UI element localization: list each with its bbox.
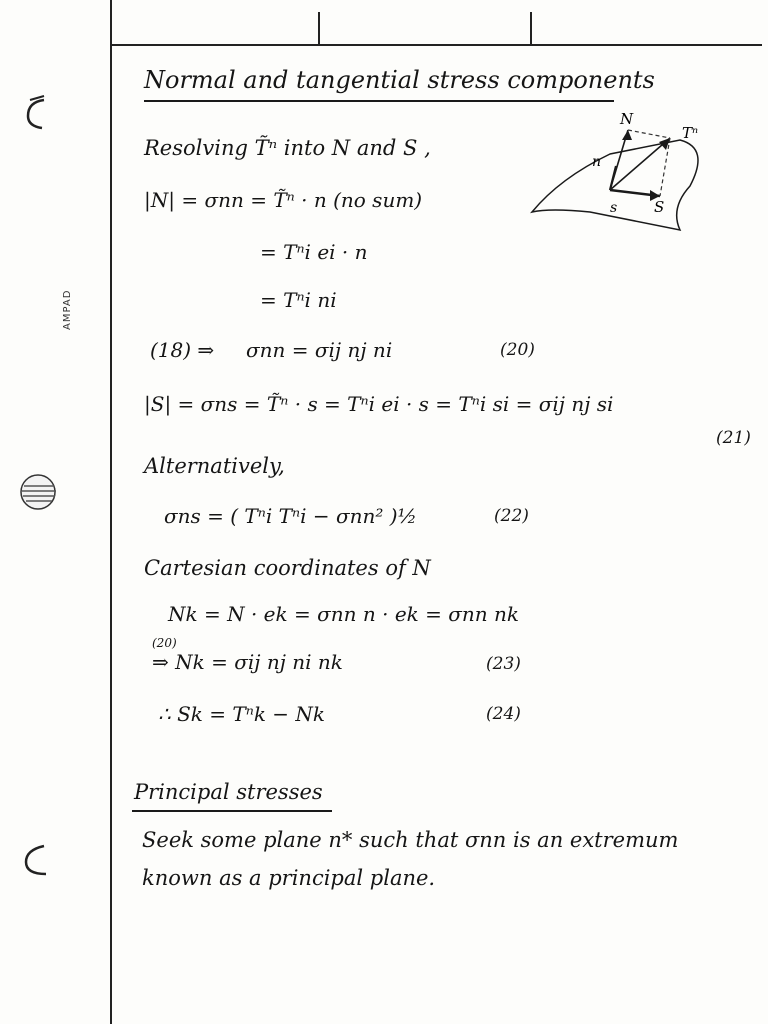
diagram-label-T: Tⁿ [682, 124, 699, 142]
section-title-principal-stresses: Principal stresses [134, 780, 323, 804]
dashed-construction-1 [628, 130, 670, 138]
equation-Nk: Nk = N · ek = σnn n · ek = σnn nk [168, 602, 520, 626]
margin-rule [110, 0, 112, 1024]
equation-20: σnn = σij nj ni [246, 338, 393, 362]
equation-21-number: (21) [716, 428, 751, 448]
equation-20-ref: (18) ⇒ [150, 338, 215, 362]
equation-N-3: = Tⁿi ni [260, 288, 337, 312]
punch-hole-top [14, 92, 54, 132]
equation-24-number: (24) [486, 704, 521, 724]
section-underline [132, 810, 332, 812]
equation-22-number: (22) [494, 506, 529, 526]
equation-S: |S| = σns = T̃ⁿ · s = Tⁿi ei · s = Tⁿi si = σij nj si [144, 392, 614, 416]
paragraph-line-1: Seek some plane n* such that σnn is an extremum [142, 828, 679, 852]
title-underline [144, 100, 614, 102]
stress-decomposition-diagram [520, 108, 760, 258]
alternatively-line: Alternatively, [144, 454, 285, 478]
cartesian-line: Cartesian coordinates of N [144, 556, 431, 580]
paragraph-line-2: known as a principal plane. [142, 866, 436, 890]
diagram-label-s: s [610, 200, 618, 216]
punch-hole-bottom [14, 840, 54, 880]
header-divider-2 [530, 12, 532, 44]
header-divider-1 [318, 12, 320, 44]
diagram-label-N: N [620, 110, 634, 128]
equation-23-number: (23) [486, 654, 521, 674]
equation-N-2: = Tⁿi ei · n [260, 240, 368, 264]
punch-hole-middle [16, 470, 60, 514]
equation-20-number: (20) [500, 340, 535, 360]
ampad-margin-mark: AMPAD [62, 289, 73, 330]
resolving-line: Resolving T̃ⁿ into N and S , [144, 136, 431, 160]
equation-23: ⇒ Nk = σij nj ni nk [152, 650, 343, 674]
equation-22: σns = ( Tⁿi Tⁿi − σnn² )½ [164, 504, 417, 528]
diagram-label-S: S [654, 198, 665, 216]
equation-23-ref: (20) [152, 636, 177, 650]
diagram-label-n: n [592, 154, 602, 170]
header-rule [112, 44, 762, 46]
traction-vector-T [610, 138, 670, 190]
page-title: Normal and tangential stress components [144, 66, 655, 94]
equation-24: ∴ Sk = Tⁿk − Nk [158, 702, 326, 726]
equation-N-1: |N| = σnn = T̃ⁿ · n (no sum) [144, 188, 423, 212]
